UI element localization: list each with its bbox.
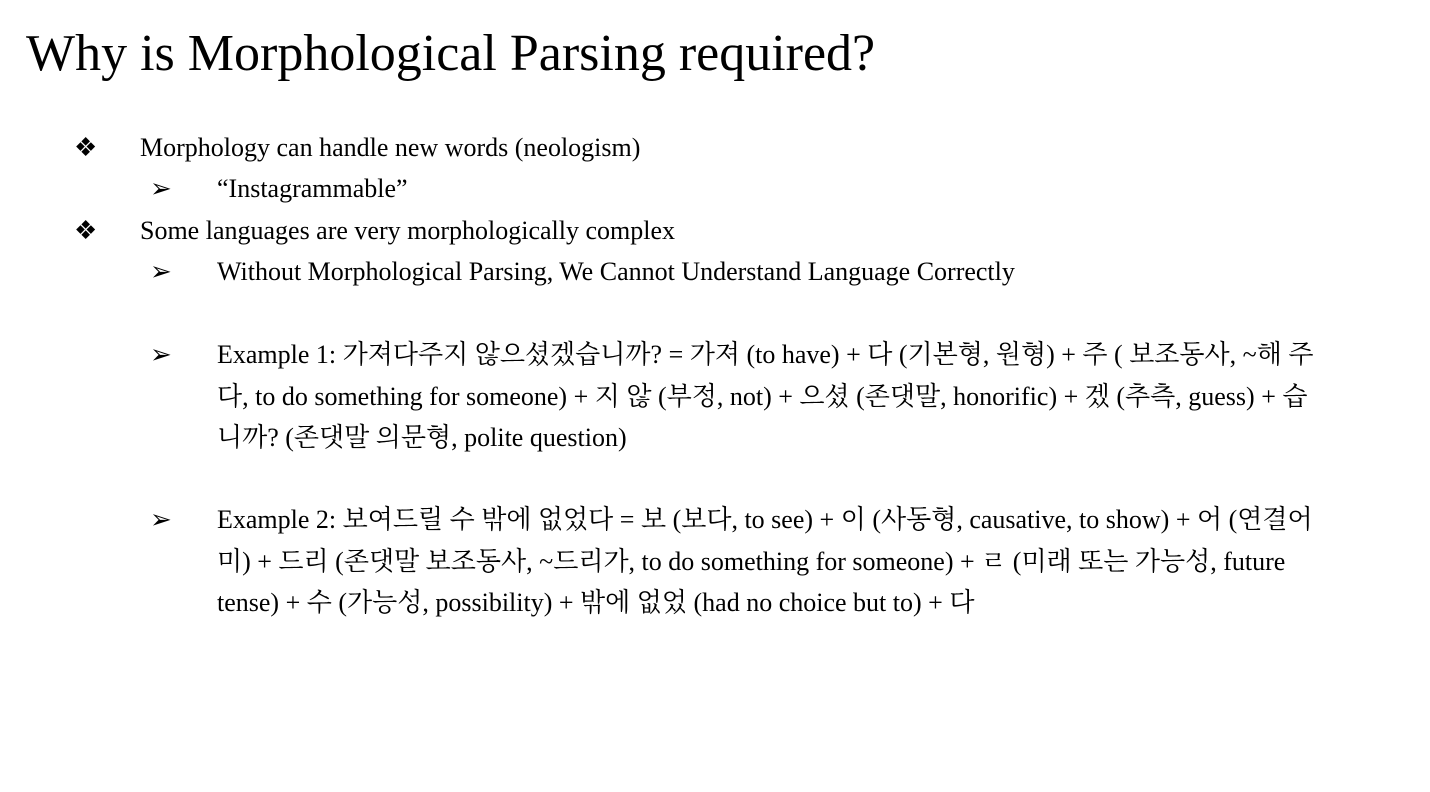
example-2-text: Example 2: 보여드릴 수 밖에 없었다 = 보 (보다, to see) + 이 (사동형, causative, to show) + 어 (연결어미) + 드리 (존댓말 보조동사, ~드리가, to do something for someone) + ㄹ (미래 또는 가능성, future tense) + 수 (가능성, possibility) + 밖에 없었 (had no choice but to) + 다 [217,505,1313,617]
arrow-bullet-icon: ➢ [150,174,172,203]
sub-bullet-text: Without Morphological Parsing, We Cannot Understand Language Correctly [217,257,1015,286]
diamond-bullet-icon: ❖ [74,216,98,245]
diamond-bullet-icon: ❖ [74,133,98,162]
sub-bullet-text: “Instagrammable” [217,174,408,203]
bullet-text: Some languages are very morphologically complex [140,216,676,245]
example-1-text: Example 1: 가져다주지 않으셨겠습니까? = 가져 (to have) + 다 (기본형, 원형) + 주 ( 보조동사, ~해 주다, to do something for someone) + 지 않 (부정, not) + 으셨 (존댓말, honorific) + 겠 (추측, guess) + 습니까? (존댓말 의문형, polite question) [217,340,1314,452]
bullet-text: Morphology can handle new words (neologism) [140,133,641,162]
arrow-bullet-icon: ➢ [150,505,172,534]
arrow-bullet-icon: ➢ [150,257,172,286]
slide-title: Why is Morphological Parsing required? [26,25,876,82]
arrow-bullet-icon: ➢ [150,340,172,369]
